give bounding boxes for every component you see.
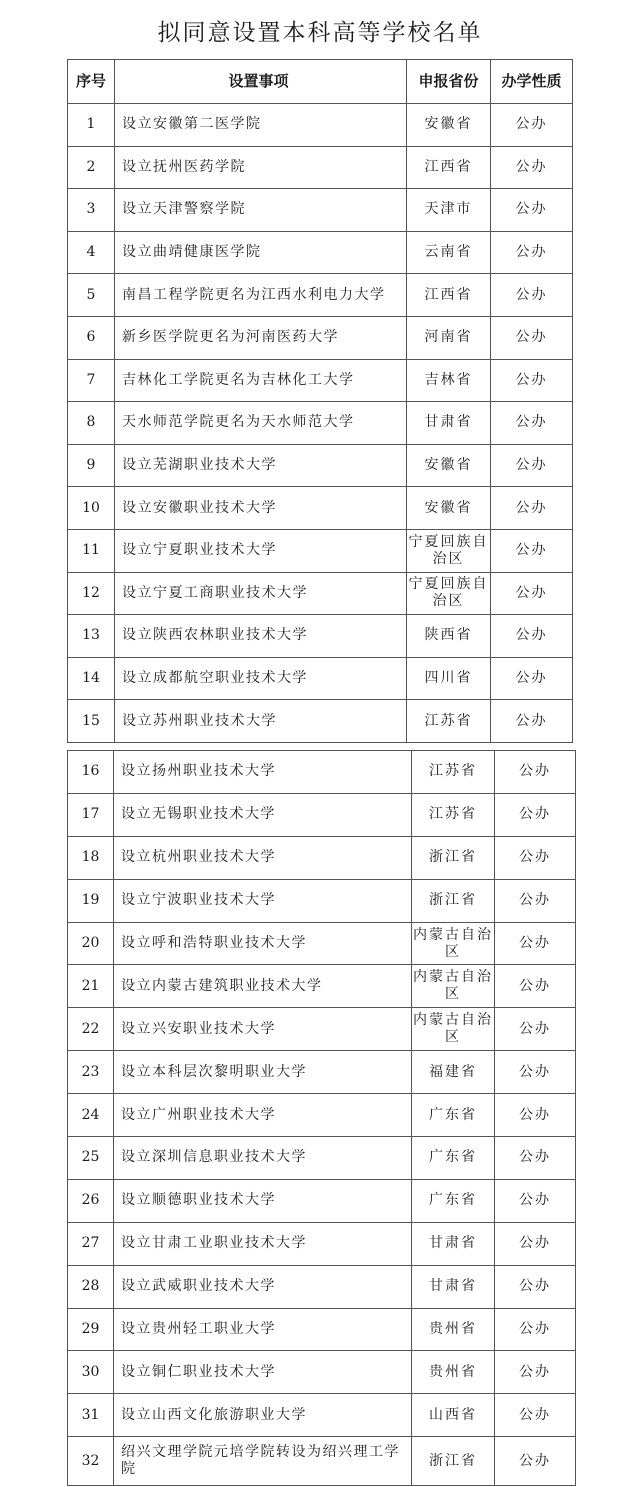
row-number: 17 — [68, 793, 114, 836]
row-number: 8 — [68, 402, 115, 445]
row-number: 32 — [68, 1437, 114, 1486]
table-row — [68, 1265, 576, 1308]
row-type: 公办 — [491, 572, 573, 615]
row-type: 公办 — [491, 231, 573, 274]
header-no: 序号 — [68, 60, 115, 104]
table-row — [68, 879, 576, 922]
table-row — [68, 402, 573, 445]
row-item: 设立杭州职业技术大学 — [114, 836, 412, 879]
row-number: 30 — [68, 1351, 114, 1394]
table-row — [68, 700, 573, 743]
table-row — [68, 1351, 576, 1394]
row-type: 公办 — [495, 1265, 576, 1308]
row-item: 设立本科层次黎明职业大学 — [114, 1051, 412, 1094]
row-item: 设立苏州职业技术大学 — [115, 700, 407, 743]
row-number: 29 — [68, 1308, 114, 1351]
row-item: 设立顺德职业技术大学 — [114, 1179, 412, 1222]
row-item: 设立安徽第二医学院 — [115, 104, 407, 147]
row-province: 贵州省 — [412, 1308, 495, 1351]
table-row — [68, 657, 573, 700]
row-type: 公办 — [495, 1051, 576, 1094]
table-row — [68, 1051, 576, 1094]
row-province: 宁夏回族自治区 — [407, 529, 491, 572]
table-header-row — [68, 60, 573, 104]
table-row — [68, 231, 573, 274]
row-number: 12 — [68, 572, 115, 615]
row-item: 设立深圳信息职业技术大学 — [114, 1137, 412, 1180]
row-province: 甘肃省 — [412, 1222, 495, 1265]
row-item: 设立武威职业技术大学 — [114, 1265, 412, 1308]
row-number: 25 — [68, 1137, 114, 1180]
row-type: 公办 — [491, 615, 573, 658]
row-type: 公办 — [491, 316, 573, 359]
row-type: 公办 — [495, 1137, 576, 1180]
table-row — [68, 1222, 576, 1265]
row-province: 安徽省 — [407, 444, 491, 487]
row-type: 公办 — [495, 879, 576, 922]
row-item: 设立甘肃工业职业技术大学 — [114, 1222, 412, 1265]
table-row — [68, 793, 576, 836]
row-type: 公办 — [491, 700, 573, 743]
row-item: 设立广州职业技术大学 — [114, 1094, 412, 1137]
row-item: 设立抚州医药学院 — [115, 146, 407, 189]
row-province: 广东省 — [412, 1137, 495, 1180]
row-type: 公办 — [495, 1094, 576, 1137]
table-row — [68, 1008, 576, 1051]
row-number: 4 — [68, 231, 115, 274]
row-province: 广东省 — [412, 1179, 495, 1222]
row-item: 南昌工程学院更名为江西水利电力大学 — [115, 274, 407, 317]
row-number: 26 — [68, 1179, 114, 1222]
row-type: 公办 — [495, 1351, 576, 1394]
row-number: 3 — [68, 189, 115, 232]
school-list-table-part-1 — [67, 59, 573, 743]
row-province: 内蒙古自治区 — [412, 922, 495, 965]
table-row — [68, 104, 573, 147]
table-row — [68, 189, 573, 232]
row-type: 公办 — [491, 444, 573, 487]
row-province: 江西省 — [407, 274, 491, 317]
row-type: 公办 — [495, 751, 576, 794]
row-number: 1 — [68, 104, 115, 147]
row-province: 四川省 — [407, 657, 491, 700]
row-item: 设立呼和浩特职业技术大学 — [114, 922, 412, 965]
row-number: 2 — [68, 146, 115, 189]
table-row — [68, 146, 573, 189]
row-type: 公办 — [495, 1437, 576, 1486]
row-type: 公办 — [495, 793, 576, 836]
row-item: 设立成都航空职业技术大学 — [115, 657, 407, 700]
row-province: 贵州省 — [412, 1351, 495, 1394]
row-type: 公办 — [495, 965, 576, 1008]
row-province: 江西省 — [407, 146, 491, 189]
row-number: 24 — [68, 1094, 114, 1137]
row-number: 31 — [68, 1394, 114, 1437]
row-province: 浙江省 — [412, 1437, 495, 1486]
row-type: 公办 — [491, 657, 573, 700]
row-province: 天津市 — [407, 189, 491, 232]
row-item: 设立无锡职业技术大学 — [114, 793, 412, 836]
row-type: 公办 — [491, 274, 573, 317]
table-row — [68, 359, 573, 402]
table-row — [68, 922, 576, 965]
table-row — [68, 751, 576, 794]
row-number: 18 — [68, 836, 114, 879]
row-item: 绍兴文理学院元培学院转设为绍兴理工学院 — [114, 1437, 412, 1486]
row-number: 11 — [68, 529, 115, 572]
table-row — [68, 1394, 576, 1437]
row-number: 15 — [68, 700, 115, 743]
table-row — [68, 1179, 576, 1222]
table-row — [68, 444, 573, 487]
row-type: 公办 — [491, 487, 573, 530]
row-item: 设立陕西农林职业技术大学 — [115, 615, 407, 658]
row-number: 10 — [68, 487, 115, 530]
row-type: 公办 — [495, 1008, 576, 1051]
table-row — [68, 1437, 576, 1486]
row-item: 设立宁夏职业技术大学 — [115, 529, 407, 572]
row-type: 公办 — [495, 1179, 576, 1222]
row-number: 21 — [68, 965, 114, 1008]
table-row — [68, 274, 573, 317]
row-number: 5 — [68, 274, 115, 317]
row-number: 28 — [68, 1265, 114, 1308]
row-type: 公办 — [495, 1222, 576, 1265]
row-type: 公办 — [495, 922, 576, 965]
row-number: 9 — [68, 444, 115, 487]
header-item: 设置事项 — [115, 60, 407, 104]
row-province: 广东省 — [412, 1094, 495, 1137]
row-province: 浙江省 — [412, 836, 495, 879]
row-number: 20 — [68, 922, 114, 965]
table-row — [68, 836, 576, 879]
row-province: 山西省 — [412, 1394, 495, 1437]
row-number: 27 — [68, 1222, 114, 1265]
row-item: 设立天津警察学院 — [115, 189, 407, 232]
table-row — [68, 572, 573, 615]
row-province: 安徽省 — [407, 104, 491, 147]
table-row — [68, 615, 573, 658]
row-province: 江苏省 — [407, 700, 491, 743]
row-number: 14 — [68, 657, 115, 700]
row-province: 云南省 — [407, 231, 491, 274]
row-item: 设立内蒙古建筑职业技术大学 — [114, 965, 412, 1008]
row-item: 设立宁波职业技术大学 — [114, 879, 412, 922]
row-type: 公办 — [491, 359, 573, 402]
row-number: 7 — [68, 359, 115, 402]
row-item: 设立扬州职业技术大学 — [114, 751, 412, 794]
table-row — [68, 965, 576, 1008]
row-type: 公办 — [491, 104, 573, 147]
row-province: 内蒙古自治区 — [412, 1008, 495, 1051]
row-type: 公办 — [495, 836, 576, 879]
row-province: 河南省 — [407, 316, 491, 359]
row-province: 甘肃省 — [412, 1265, 495, 1308]
row-item: 设立安徽职业技术大学 — [115, 487, 407, 530]
row-province: 江苏省 — [412, 793, 495, 836]
row-province: 内蒙古自治区 — [412, 965, 495, 1008]
row-province: 浙江省 — [412, 879, 495, 922]
row-type: 公办 — [495, 1394, 576, 1437]
row-item: 设立铜仁职业技术大学 — [114, 1351, 412, 1394]
header-province: 申报省份 — [407, 60, 491, 104]
row-item: 设立贵州轻工职业大学 — [114, 1308, 412, 1351]
row-item: 设立宁夏工商职业技术大学 — [115, 572, 407, 615]
table-row — [68, 529, 573, 572]
row-province: 甘肃省 — [407, 402, 491, 445]
row-number: 6 — [68, 316, 115, 359]
row-province: 福建省 — [412, 1051, 495, 1094]
row-number: 13 — [68, 615, 115, 658]
row-item: 吉林化工学院更名为吉林化工大学 — [115, 359, 407, 402]
school-list-table-part-2 — [67, 750, 576, 1486]
row-item: 新乡医学院更名为河南医药大学 — [115, 316, 407, 359]
row-item: 设立兴安职业技术大学 — [114, 1008, 412, 1051]
row-type: 公办 — [495, 1308, 576, 1351]
row-province: 安徽省 — [407, 487, 491, 530]
row-item: 设立芜湖职业技术大学 — [115, 444, 407, 487]
row-type: 公办 — [491, 529, 573, 572]
page-title: 拟同意设置本科高等学校名单 — [157, 20, 483, 46]
row-item: 设立山西文化旅游职业大学 — [114, 1394, 412, 1437]
row-number: 16 — [68, 751, 114, 794]
row-number: 19 — [68, 879, 114, 922]
table-row — [68, 316, 573, 359]
table-row — [68, 487, 573, 530]
table-row — [68, 1094, 576, 1137]
row-province: 宁夏回族自治区 — [407, 572, 491, 615]
row-type: 公办 — [491, 402, 573, 445]
row-province: 吉林省 — [407, 359, 491, 402]
row-province: 陕西省 — [407, 615, 491, 658]
row-number: 23 — [68, 1051, 114, 1094]
header-type: 办学性质 — [491, 60, 573, 104]
row-type: 公办 — [491, 189, 573, 232]
row-item: 设立曲靖健康医学院 — [115, 231, 407, 274]
row-province: 江苏省 — [412, 751, 495, 794]
row-number: 22 — [68, 1008, 114, 1051]
table-row — [68, 1308, 576, 1351]
table-row — [68, 1137, 576, 1180]
row-type: 公办 — [491, 146, 573, 189]
row-item: 天水师范学院更名为天水师范大学 — [115, 402, 407, 445]
